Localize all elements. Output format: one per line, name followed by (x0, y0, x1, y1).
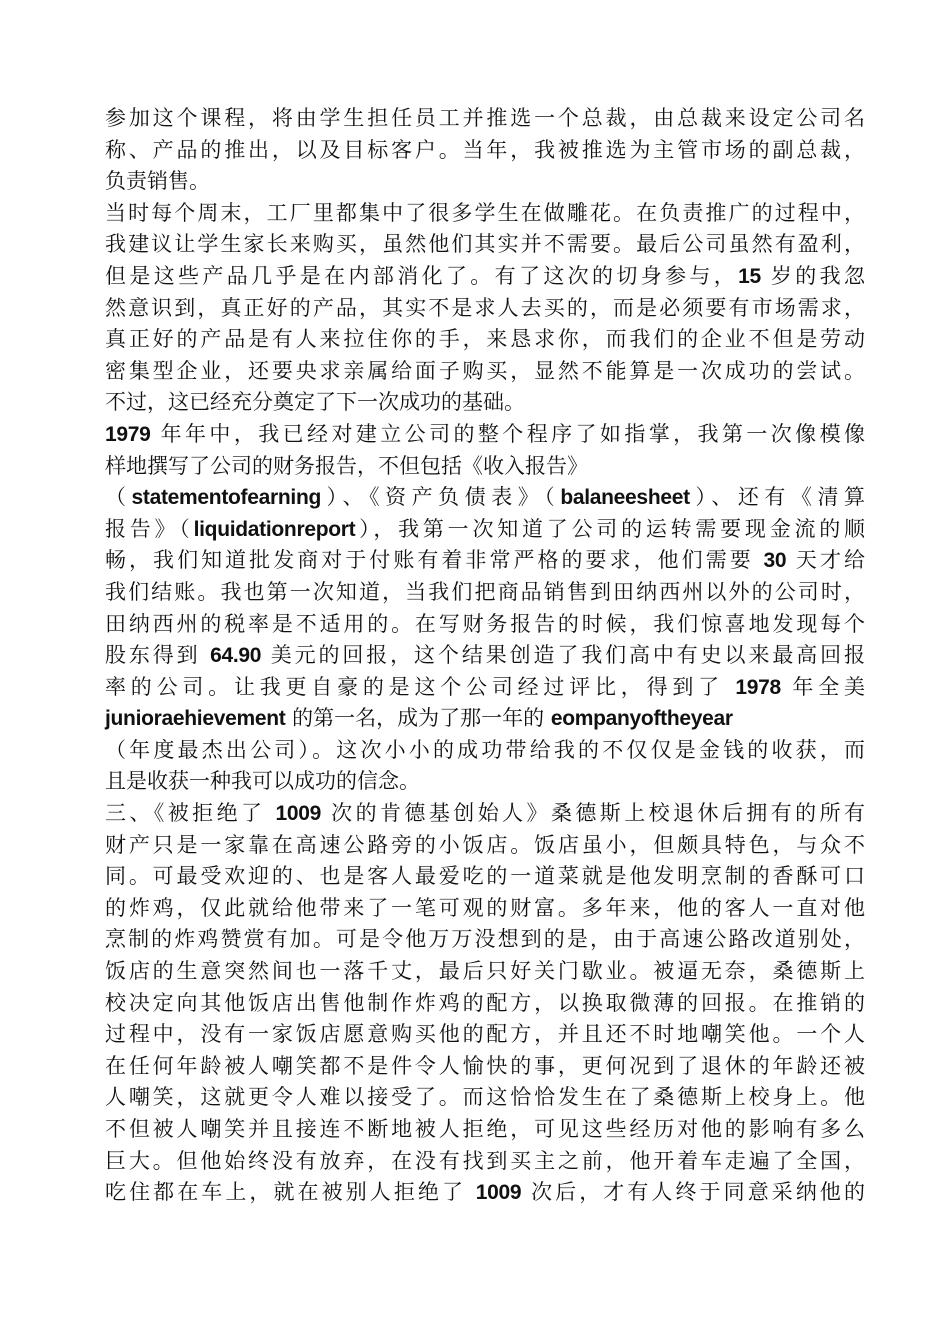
text-line: 称、产品的推出，以及目标客户。当年，我被推选为主管市场的副总裁， (105, 137, 865, 162)
latin-run: 30 (763, 549, 787, 573)
text-line: 1979 年年中，我已经对建立公司的整个程序了如指掌，我第一次像模像 (105, 421, 865, 446)
text-line: 烹制的炸鸡赞赏有加。可是令他万万没想到的是，由于高速公路改道别处， (105, 927, 865, 952)
text-line: 密集型企业，还要央求亲属给面子购买，显然不能算是一次成功的尝试。 (105, 358, 865, 383)
text-line: 真正好的产品是有人来拉住你的手，来恳求你，而我们的企业不但是劳动 (105, 327, 865, 352)
text-line: 但是这些产品几乎是在内部消化了。有了这次的切身参与，15 岁的我忽 (105, 263, 865, 288)
text-line: 样地撰写了公司的财务报告，不但包括《收入报告》 (105, 453, 588, 478)
latin-run: 64.90 (210, 644, 262, 668)
latin-run: 1978 (735, 675, 781, 699)
latin-run: eompanyoftheyear (550, 707, 733, 731)
latin-run: 1979 (105, 422, 151, 446)
text-line: 不但被人嘲笑并且接连不断地被人拒绝，可见这些经历对他的影响有多么 (105, 1117, 865, 1141)
latin-run: balaneesheet (560, 486, 690, 510)
latin-run: liquidationreport (193, 517, 356, 541)
text-line: 校决定向其他饭店出售他制作炸鸡的配方，以换取微薄的回报。在推销的 (105, 990, 865, 1015)
latin-run: 1009 (275, 802, 322, 826)
text-line: 饭店的生意突然间也一落千丈，最后只好关门歇业。被逼无奈，桑德斯上 (105, 959, 865, 984)
text-line: 过程中，没有一家饭店愿意购买他的配方，并且还不时地嘲笑他。一个人 (105, 1022, 865, 1047)
text-line: 田纳西州的税率是不适用的。在写财务报告的时候，我们惊喜地发现每个 (105, 611, 865, 636)
text-line: 巨大。但他始终没有放弃，在没有找到买主之前，他开着车走遍了全国， (105, 1148, 865, 1173)
text-line: （statementofearning）、《资产负债表》（balaneesheet）、还有《清算 (105, 485, 866, 510)
document-page (105, 103, 865, 1209)
text-line: 三、《被拒绝了 1009 次的肯德基创始人》桑德斯上校退休后拥有的所有 (105, 801, 865, 826)
text-line: 同。可最受欢迎的、也是客人最爱吃的一道菜就是他发明烹制的香酥可口 (105, 864, 865, 889)
text-line: 报告》（liquidationreport），我第一次知道了公司的运转需要现金流的顺 (105, 516, 866, 541)
text-line: 率的公司。让我更自豪的是这个公司经过评比，得到了 1978 年全美 (105, 674, 865, 699)
text-line: （年度最杰出公司）。这次小小的成功带给我的不仅仅是金钱的收获，而 (105, 737, 865, 762)
text-line: 人嘲笑，这就更令人难以接受了。而这恰恰发生在了桑德斯上校身上。他 (105, 1085, 865, 1110)
latin-run: junioraehievement (105, 707, 286, 731)
text-line: 负责销售。 (105, 169, 210, 194)
text-line: 然意识到，真正好的产品，其实不是求人去买的，而是必须要有市场需求， (105, 295, 865, 320)
latin-run: 15 (738, 264, 761, 288)
text-line: 财产只是一家靠在高速公路旁的小饭店。饭店虽小，但颇具特色，与众不 (105, 832, 865, 857)
text-line: 参加这个课程，将由学生担任员工并推选一个总裁，由总裁来设定公司名 (105, 106, 865, 130)
text-line: 不过，这已经充分奠定了下一次成功的基础。 (105, 390, 525, 415)
text-line: 且是收获一种我可以成功的信念。 (105, 769, 420, 794)
latin-run: statementofearning (131, 486, 321, 510)
text-line: 在任何年龄被人嘲笑都不是件令人愉快的事，更何况到了退休的年龄还被 (105, 1053, 865, 1078)
latin-run: 1009 (475, 1181, 522, 1205)
text-line: 的炸鸡，仅此就给他带来了一笔可观的财富。多年来，他的客人一直对他 (105, 895, 865, 920)
text-line: 当时每个周末，工厂里都集中了很多学生在做雕花。在负责推广的过程中， (105, 200, 865, 225)
text-line: 吃住都在车上，就在被别人拒绝了 1009 次后，才有人终于同意采纳他的 (105, 1180, 865, 1205)
text-line: 我建议让学生家长来购买，虽然他们其实并不需要。最后公司虽然有盈利， (105, 232, 865, 257)
text-line: junioraehievement 的第一名，成为了那一年的 eompanyoftheyear (105, 706, 733, 731)
text-line: 畅，我们知道批发商对于付账有着非常严格的要求，他们需要 30 天才给 (105, 548, 865, 573)
text-line: 我们结账。我也第一次知道，当我们把商品销售到田纳西州以外的公司时， (105, 579, 865, 604)
document-body (105, 103, 865, 1209)
text-line: 股东得到 64.90 美元的回报，这个结果创造了我们高中有史以来最高回报 (105, 643, 865, 668)
